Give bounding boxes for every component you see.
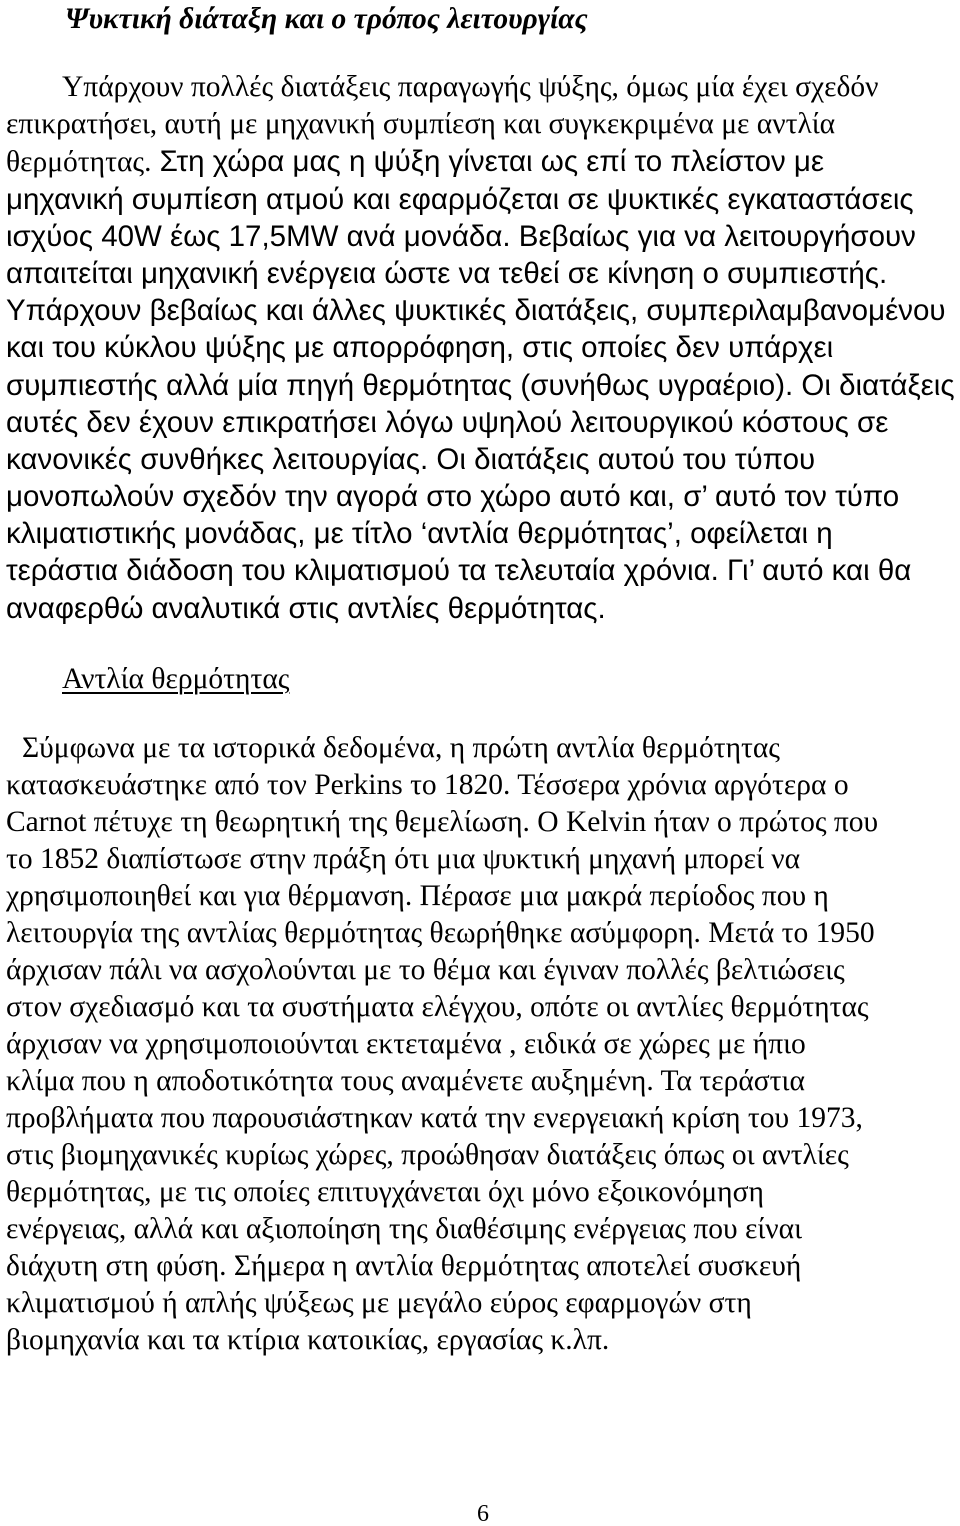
text-line: αναφερθώ αναλυτικά στις αντλίες θερμότητας.	[6, 591, 606, 625]
text-line: το 1852 διαπίστωσε στην πράξη ότι μια ψυκτική μηχανή μπορεί να	[6, 842, 801, 875]
text-line: λειτουργία της αντλίας θερμότητας θεωρήθηκε ασύμφορη. Μετά το 1950	[6, 916, 875, 949]
text-line: άρχισαν πάλι να ασχολούνται με το θέμα και έγιναν πολλές βελτιώσεις	[6, 953, 845, 986]
text-line: Σύμφωνα με τα ιστορικά δεδομένα, η πρώτη αντλία θερμότητας	[22, 731, 780, 764]
text-line: στον σχεδιασμό και τα συστήματα ελέγχου, οπότε οι αντλίες θερμότητας	[6, 990, 869, 1023]
text-line: απαιτείται μηχανική ενέργεια ώστε να τεθεί σε κίνηση ο συμπιεστής.	[6, 256, 888, 290]
text-line: Υπάρχουν βεβαίως και άλλες ψυκτικές διατάξεις, συμπεριλαμβανομένου	[6, 294, 946, 328]
text-line: συμπιεστής αλλά μία πηγή θερμότητας (συνήθως υγραέριο). Οι διατάξεις	[6, 368, 955, 402]
text-line: κατασκευάστηκε από τον Perkins το 1820. Τέσσερα χρόνια αργότερα ο	[6, 768, 849, 801]
text-line: κλιματισμού ή απλής ψύξεως με μεγάλο εύρος εφαρμογών στη	[6, 1286, 752, 1319]
text-line: και του κύκλου ψύξης με απορρόφηση, στις οποίες δεν υπάρχει	[6, 331, 834, 365]
section-heading: Αντλία θερμότητας	[62, 663, 290, 695]
text-line: στις βιομηχανικές κυρίως χώρες, προώθησαν διατάξεις όπως οι αντλίες	[6, 1138, 849, 1171]
text-line: προβλήματα που παρουσιάστηκαν κατά την ενεργειακή κρίση του 1973,	[6, 1101, 863, 1134]
text-line: χρησιμοποιηθεί και για θέρμανση. Πέρασε μια μακρά περίοδος που η	[6, 879, 829, 912]
text-line: κλιματιστικής μονάδας, με τίτλο ‘αντλία θερμότητας’, οφείλεται η	[6, 517, 833, 551]
text-line: Υπάρχουν πολλές διατάξεις παραγωγής ψύξης, όμως μία έχει σχεδόν	[62, 71, 879, 103]
text-line: θερμότητας, με τις οποίες επιτυγχάνεται όχι μόνο εξοικονόμηση	[6, 1175, 764, 1208]
paragraph-heat-pump-history	[6, 730, 960, 1359]
paragraph-refrigeration-intro	[6, 69, 960, 627]
text-line: τεράστια διάδοση του κλιματισμού τα τελευταία χρόνια. Γι’ αυτό και θα	[6, 554, 912, 588]
text-line: διάχυτη στη φύση. Σήμερα η αντλία θερμότητας αποτελεί συσκευή	[6, 1249, 802, 1282]
text-line: βιομηχανία και τα κτίρια κατοικίας, εργασίας κ.λπ.	[6, 1323, 610, 1356]
page-number: 6	[477, 1502, 489, 1526]
text-line: ενέργειας, αλλά και αξιοποίηση της διαθέσιμης ενέργειας που είναι	[6, 1212, 803, 1245]
text-line: επικρατήσει, αυτή με μηχανική συμπίεση και συγκεκριμένα με αντλία	[6, 108, 836, 141]
text-line: αυτές δεν έχουν επικρατήσει λόγω υψηλού λειτουργικού κόστους σε	[6, 405, 889, 439]
text-line: ισχύος 40W έως 17,5MW ανά μονάδα. Βεβαίως για να λειτουργήσουν	[6, 219, 916, 253]
text-run: Στη χώρα μας η ψύξη γίνεται ως επί το πλείστον με	[151, 145, 825, 179]
text-line: μονοπωλούν σχεδόν την αγορά στο χώρο αυτό και, σ’ αυτό τον τύπο	[6, 480, 900, 514]
text-line: Carnot πέτυχε τη θεωρητική της θεμελίωση. Ο Kelvin ήταν ο πρώτος που	[6, 805, 879, 838]
text-run: θερμότητας.	[6, 146, 152, 179]
text-line	[6, 143, 960, 180]
text-line: μηχανική συμπίεση ατμού και εφαρμόζεται σε ψυκτικές εγκαταστάσεις	[6, 182, 914, 216]
text-line: άρχισαν να χρησιμοποιούνται εκτεταμένα , ειδικά σε χώρες με ήπιο	[6, 1027, 806, 1060]
page-title: Ψυκτική διάταξη και ο τρόπος λειτουργίας	[65, 3, 588, 35]
text-line: κλίμα που η αποδοτικότητα τους αναμένετε αυξημένη. Τα τεράστια	[6, 1064, 805, 1097]
text-line: κανονικές συνθήκες λειτουργίας. Οι διατάξεις αυτού του τύπου	[6, 442, 816, 476]
